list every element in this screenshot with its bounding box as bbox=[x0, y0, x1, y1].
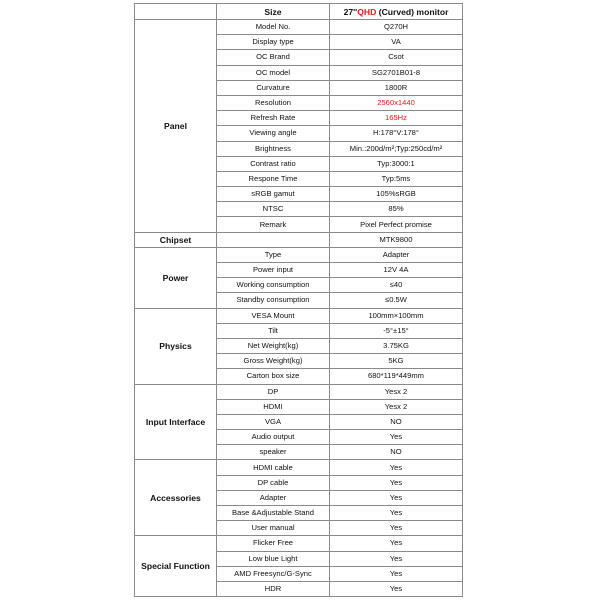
spec-label: NTSC bbox=[217, 202, 330, 217]
spec-value: Yes bbox=[330, 430, 463, 445]
spec-label: Net Weight(kg) bbox=[217, 338, 330, 353]
spec-value: NO bbox=[330, 445, 463, 460]
spec-value: 680*119*449mm bbox=[330, 369, 463, 384]
spec-label: VESA Mount bbox=[217, 308, 330, 323]
spec-value: -5°±15° bbox=[330, 323, 463, 338]
spec-label: Working consumption bbox=[217, 278, 330, 293]
spec-value: Min.:200d/m²;Typ:250cd/m² bbox=[330, 141, 463, 156]
title-suffix: (Curved) monitor bbox=[376, 6, 449, 17]
spec-value: 12V 4A bbox=[330, 263, 463, 278]
spec-value: 105%sRGB bbox=[330, 187, 463, 202]
spec-value: Yes bbox=[330, 566, 463, 581]
spec-label: Display type bbox=[217, 35, 330, 50]
spec-value: VA bbox=[330, 35, 463, 50]
section-label-physics: Physics bbox=[135, 308, 217, 384]
spec-value: Yes bbox=[330, 490, 463, 505]
spec-value: Csot bbox=[330, 50, 463, 65]
spec-label: Base &Adjustable Stand bbox=[217, 506, 330, 521]
spec-value: ≤40 bbox=[330, 278, 463, 293]
spec-value: Q270H bbox=[330, 20, 463, 35]
section-label-accessories: Accessories bbox=[135, 460, 217, 536]
spec-label: Carton box size bbox=[217, 369, 330, 384]
spec-label: Adapter bbox=[217, 490, 330, 505]
spec-label: sRGB gamut bbox=[217, 187, 330, 202]
spec-row-panel bbox=[135, 20, 463, 35]
spec-row-physics bbox=[135, 308, 463, 323]
spec-value: 100mm×100mm bbox=[330, 308, 463, 323]
spec-value: Yes bbox=[330, 521, 463, 536]
spec-label: Tilt bbox=[217, 323, 330, 338]
spec-label: Refresh Rate bbox=[217, 111, 330, 126]
section-label-panel: Panel bbox=[135, 20, 217, 233]
spec-value: H:178°V:178° bbox=[330, 126, 463, 141]
spec-value: 2560x1440 bbox=[330, 95, 463, 110]
spec-label: Power input bbox=[217, 263, 330, 278]
spec-label bbox=[217, 232, 330, 247]
spec-label: speaker bbox=[217, 445, 330, 460]
section-label-chipset: Chipset bbox=[135, 232, 217, 247]
spec-label: Standby consumption bbox=[217, 293, 330, 308]
spec-value: 3.75KG bbox=[330, 338, 463, 353]
spec-row-input-interface bbox=[135, 384, 463, 399]
spec-value: ≤0.5W bbox=[330, 293, 463, 308]
section-label-special-function: Special Function bbox=[135, 536, 217, 597]
spec-label: AMD Freesync/G-Sync bbox=[217, 566, 330, 581]
spec-label: OC model bbox=[217, 65, 330, 80]
spec-value: Yes bbox=[330, 506, 463, 521]
spec-label: Brightness bbox=[217, 141, 330, 156]
spec-label: Contrast ratio bbox=[217, 156, 330, 171]
spec-value: SG2701B01-8 bbox=[330, 65, 463, 80]
spec-value: 85% bbox=[330, 202, 463, 217]
spec-label: HDR bbox=[217, 581, 330, 596]
spec-label: DP bbox=[217, 384, 330, 399]
spec-value: Typ:5ms bbox=[330, 171, 463, 186]
section-label-power: Power bbox=[135, 247, 217, 308]
spec-value: Yes bbox=[330, 551, 463, 566]
spec-label: Model No. bbox=[217, 20, 330, 35]
size-label: Size bbox=[217, 4, 330, 20]
spec-label: DP cable bbox=[217, 475, 330, 490]
spec-value: Yes bbox=[330, 475, 463, 490]
spec-label: Remark bbox=[217, 217, 330, 232]
spec-row-chipset bbox=[135, 232, 463, 247]
spec-label: VGA bbox=[217, 414, 330, 429]
spec-label: Gross Weight(kg) bbox=[217, 354, 330, 369]
spec-label: Viewing angle bbox=[217, 126, 330, 141]
spec-value: 5KG bbox=[330, 354, 463, 369]
spec-value: Adapter bbox=[330, 247, 463, 262]
spec-table bbox=[134, 3, 463, 597]
title-prefix: 27'' bbox=[343, 6, 358, 17]
spec-label: HDMI bbox=[217, 399, 330, 414]
spec-label: Low blue Light bbox=[217, 551, 330, 566]
spec-value: Yes bbox=[330, 536, 463, 551]
spec-value: Typ:3000:1 bbox=[330, 156, 463, 171]
spec-label: User manual bbox=[217, 521, 330, 536]
spec-value: 1800R bbox=[330, 80, 463, 95]
spec-table-body bbox=[135, 4, 463, 597]
spec-row-power bbox=[135, 247, 463, 262]
spec-row-special-function bbox=[135, 536, 463, 551]
spec-value: NO bbox=[330, 414, 463, 429]
spec-label: Type bbox=[217, 247, 330, 262]
product-title bbox=[330, 4, 463, 20]
title-accent: QHD bbox=[357, 6, 377, 17]
header-blank-cell bbox=[135, 4, 217, 20]
spec-value: Yes bbox=[330, 460, 463, 475]
spec-value: Pixel Perfect promise bbox=[330, 217, 463, 232]
spec-value: Yesx 2 bbox=[330, 399, 463, 414]
header-row bbox=[135, 4, 463, 20]
spec-value: 165Hz bbox=[330, 111, 463, 126]
spec-label: Respone Time bbox=[217, 171, 330, 186]
section-label-input-interface: Input Interface bbox=[135, 384, 217, 460]
spec-value: Yes bbox=[330, 581, 463, 596]
spec-sheet bbox=[134, 3, 462, 597]
spec-value: MTK9800 bbox=[330, 232, 463, 247]
spec-label: OC Brand bbox=[217, 50, 330, 65]
spec-label: Resolution bbox=[217, 95, 330, 110]
spec-label: Flicker Free bbox=[217, 536, 330, 551]
spec-label: HDMI cable bbox=[217, 460, 330, 475]
spec-value: Yesx 2 bbox=[330, 384, 463, 399]
spec-label: Curvature bbox=[217, 80, 330, 95]
spec-row-accessories bbox=[135, 460, 463, 475]
spec-label: Audio output bbox=[217, 430, 330, 445]
